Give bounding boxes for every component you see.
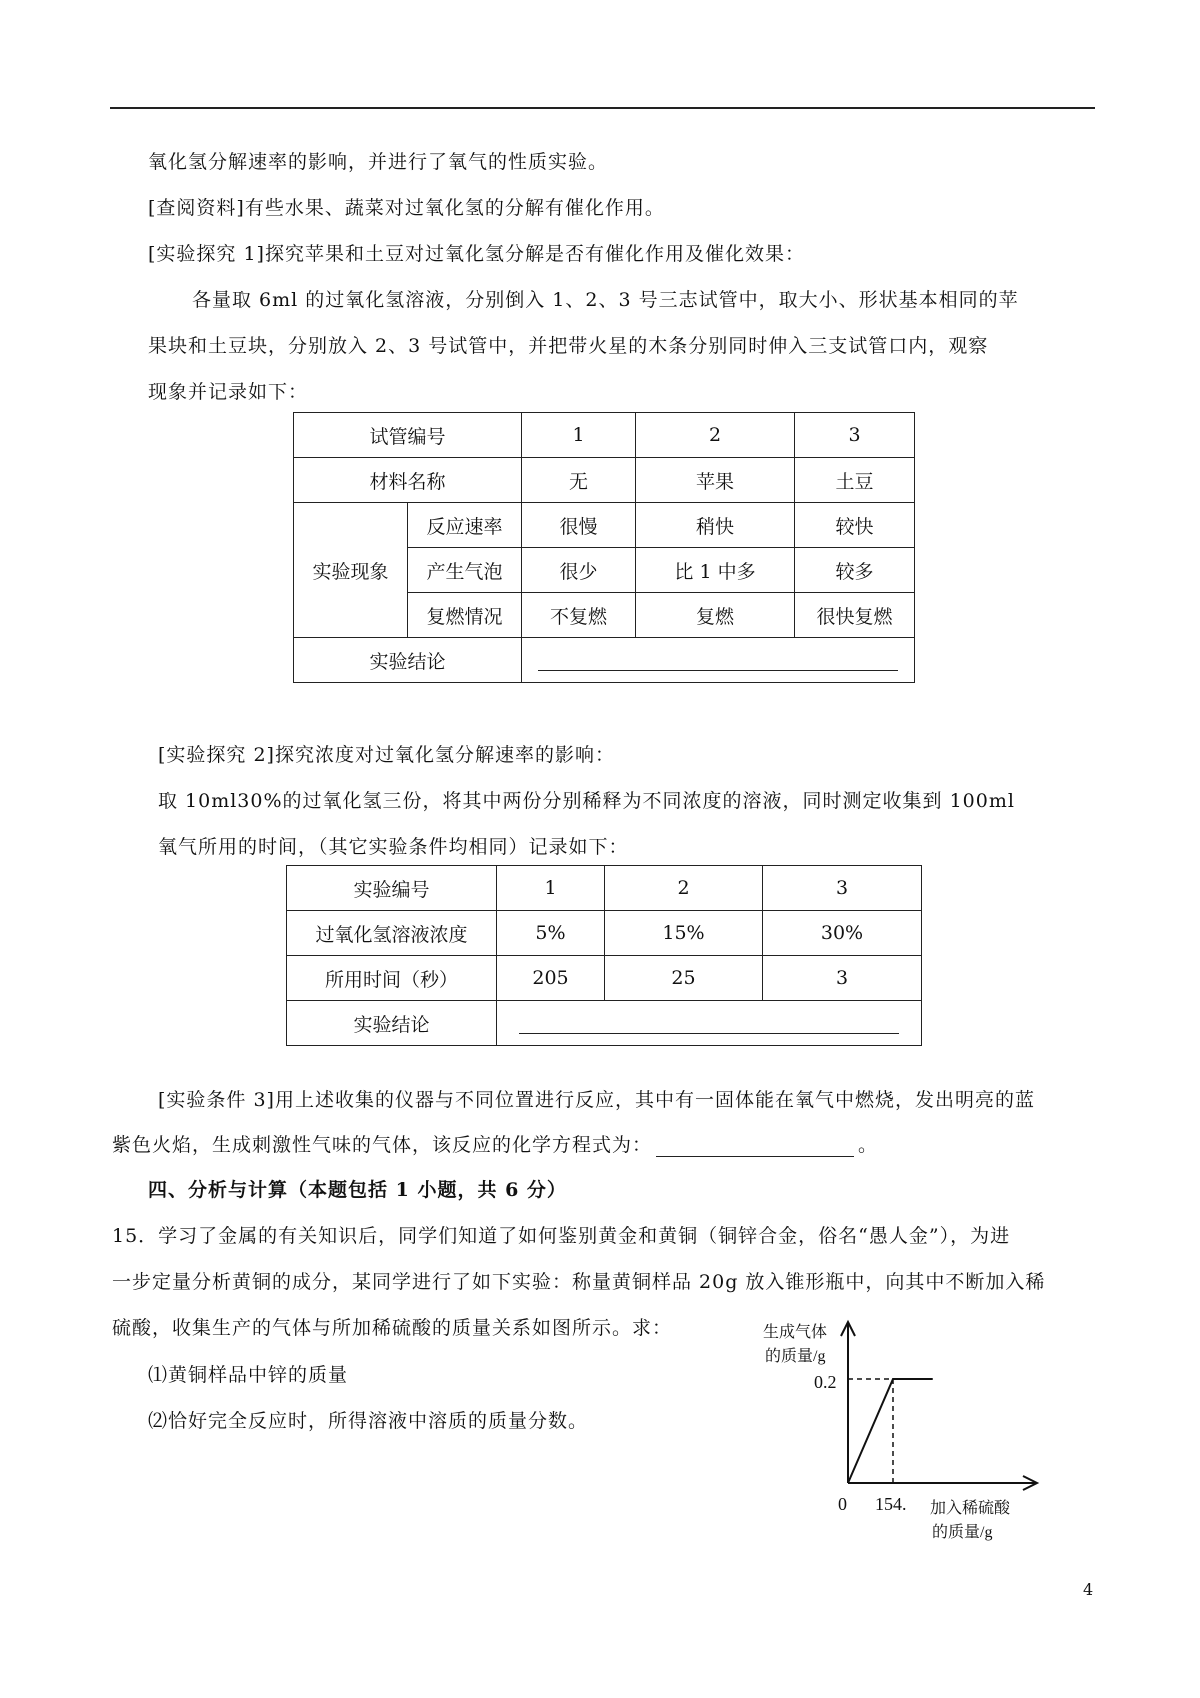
table-row	[294, 458, 915, 503]
table-cell: 较快	[795, 503, 915, 548]
section4-heading: 四、分析与计算（本题包括 1 小题，共 6 分）	[148, 1179, 567, 1201]
table-cell: 比 1 中多	[636, 548, 795, 593]
table-cell: 很快复燃	[795, 593, 915, 638]
series-line	[848, 1379, 933, 1483]
y-tick-label: 0.2	[814, 1372, 837, 1392]
table-row	[287, 956, 922, 1001]
exp3-line-1: [实验条件 3]用上述收集的仪器与不同位置进行反应，其中有一固体能在氧气中燃烧，发出明亮的蓝	[158, 1089, 1035, 1111]
q15-line-1: 15．学习了金属的有关知识后，同学们知道了如何鉴别黄金和黄铜（铜锌合金，俗名“愚人金”），为进	[112, 1225, 1011, 1247]
page-number: 4	[1083, 1580, 1094, 1599]
x-axis-label-line1: 加入稀硫酸	[930, 1500, 1011, 1517]
table-cell: 205	[497, 956, 605, 1001]
table-experiment-1	[293, 412, 915, 683]
table-cell: 15%	[605, 911, 763, 956]
answer-blank[interactable]	[538, 650, 898, 671]
q15-line-3: 硫酸，收集生产的气体与所加稀硫酸的质量关系如图所示。求：	[112, 1317, 673, 1339]
table-row	[287, 866, 922, 911]
q15-line-2: 一步定量分析黄铜的成分，某同学进行了如下实验：称量黄铜样品 20g 放入锥形瓶中，向其中不断加入稀	[112, 1271, 1046, 1293]
q15-sub1: ⑴黄铜样品中锌的质量	[148, 1364, 349, 1386]
x-tick-label: 154.	[875, 1494, 907, 1514]
intro-line-6: 现象并记录如下：	[148, 381, 309, 403]
table-cell: 1	[497, 866, 605, 911]
relight-label: 复燃情况	[408, 593, 522, 638]
table-cell: 稍快	[636, 503, 795, 548]
answer-blank[interactable]	[519, 1013, 899, 1034]
equation-blank[interactable]	[656, 1136, 854, 1157]
table-cell: 5%	[497, 911, 605, 956]
conclusion-blank-cell[interactable]	[497, 1001, 922, 1046]
exp3-line-2-text: 紫色火焰，生成刺激性气味的气体，该反应的化学方程式为：	[112, 1134, 653, 1156]
intro-line-4: 各量取 6ml 的过氧化氢溶液，分别倒入 1、2、3 号三志试管中，取大小、形状基本相同的苹	[192, 289, 1019, 311]
exp2-line-3: 氧气所用的时间，（其它实验条件均相同）记录如下：	[158, 836, 629, 858]
table-cell: 3	[763, 866, 922, 911]
table-cell: 苹果	[636, 458, 795, 503]
y-axis-label-line2: 的质量/g	[765, 1348, 826, 1365]
exp-no-label: 实验编号	[287, 866, 497, 911]
exp2-line-2: 取 10ml30%的过氧化氢三份，将其中两份分别稀释为不同浓度的溶液，同时测定收集到 100ml	[158, 790, 1015, 812]
table-row	[287, 1001, 922, 1046]
q15-sub2: ⑵恰好完全反应时，所得溶液中溶质的质量分数。	[148, 1410, 589, 1432]
table-cell: 不复燃	[522, 593, 636, 638]
tube-no-label: 试管编号	[294, 413, 522, 458]
intro-line-2: [查阅资料]有些水果、蔬菜对过氧化氢的分解有催化作用。	[148, 197, 665, 219]
table-experiment-2	[286, 865, 922, 1046]
table-cell: 2	[605, 866, 763, 911]
table-row	[294, 413, 915, 458]
intro-line-3: [实验探究 1]探究苹果和土豆对过氧化氢分解是否有催化作用及催化效果：	[148, 243, 805, 265]
time-label: 所用时间（秒）	[287, 956, 497, 1001]
table-cell: 土豆	[795, 458, 915, 503]
y-axis-label-line1: 生成气体	[763, 1324, 828, 1341]
table-cell: 较多	[795, 548, 915, 593]
origin-label: 0	[838, 1494, 847, 1514]
table-cell: 30%	[763, 911, 922, 956]
bubbles-label: 产生气泡	[408, 548, 522, 593]
rate-label: 反应速率	[408, 503, 522, 548]
conclusion-label: 实验结论	[294, 638, 522, 683]
table-cell: 无	[522, 458, 636, 503]
phenomena-group-label: 实验现象	[294, 503, 408, 638]
table-cell: 25	[605, 956, 763, 1001]
table-row	[294, 638, 915, 683]
exp3-line-2-end: 。	[858, 1134, 879, 1156]
table-cell: 很少	[522, 548, 636, 593]
x-axis-label-line2: 的质量/g	[932, 1524, 993, 1541]
concentration-label: 过氧化氢溶液浓度	[287, 911, 497, 956]
table-row	[287, 911, 922, 956]
table-cell: 复燃	[636, 593, 795, 638]
intro-line-5: 果块和土豆块，分别放入 2、3 号试管中，并把带火星的木条分别同时伸入三支试管口内，观察	[148, 335, 989, 357]
table-cell: 3	[795, 413, 915, 458]
table-cell: 3	[763, 956, 922, 1001]
table-cell: 1	[522, 413, 636, 458]
header-rule	[110, 107, 1095, 109]
conclusion-blank-cell[interactable]	[522, 638, 915, 683]
material-label: 材料名称	[294, 458, 522, 503]
table-cell: 2	[636, 413, 795, 458]
exp3-line-2	[112, 1133, 878, 1157]
gas-mass-chart	[755, 1310, 1055, 1570]
intro-line-1: 氧化氢分解速率的影响，并进行了氧气的性质实验。	[148, 151, 609, 173]
exp2-line-1: [实验探究 2]探究浓度对过氧化氢分解速率的影响：	[158, 744, 615, 766]
conclusion-label: 实验结论	[287, 1001, 497, 1046]
table-cell: 很慢	[522, 503, 636, 548]
table-row	[294, 503, 915, 548]
